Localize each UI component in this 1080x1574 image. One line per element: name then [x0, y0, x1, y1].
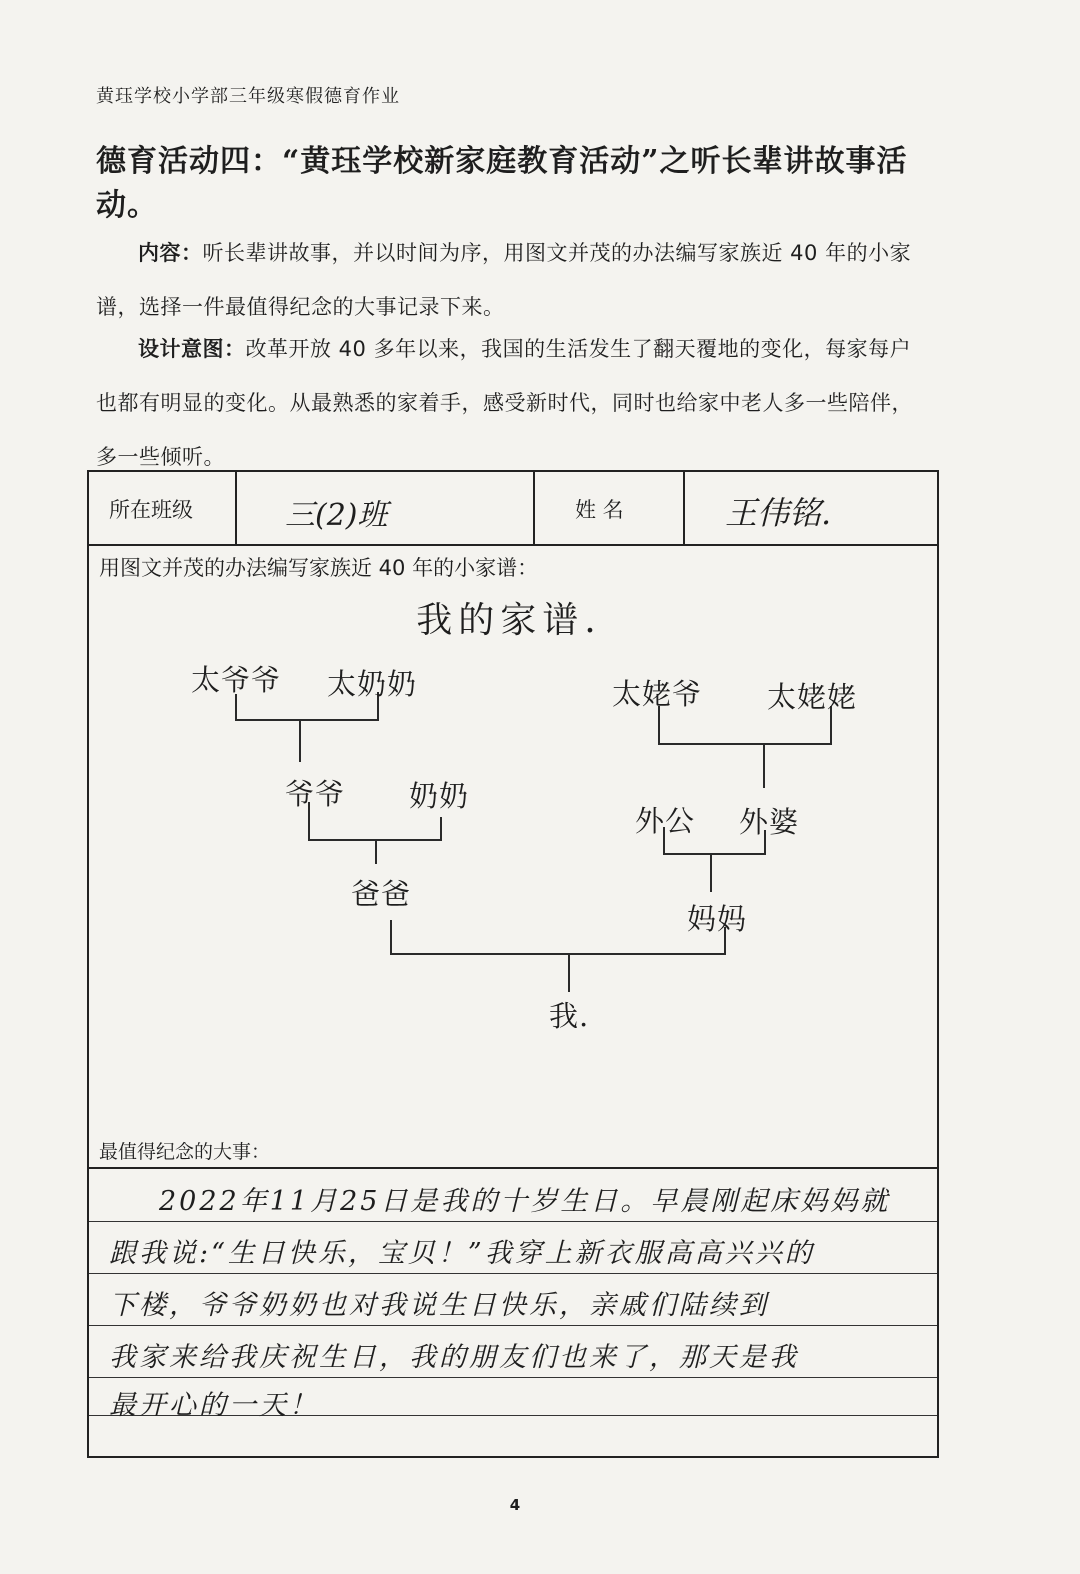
- maternal-grandmother: 外婆: [739, 805, 800, 839]
- great-grandfather-paternal: 太爷爷: [191, 663, 282, 697]
- content-label: 内容：: [138, 241, 203, 265]
- family-tree-lines: [89, 472, 937, 1132]
- family-tree-title: 我的家谱.: [416, 600, 602, 641]
- writing-line: [89, 1377, 937, 1378]
- event-label: 最值得纪念的大事：: [99, 1141, 271, 1163]
- story-line-5: 最开心的一天！: [109, 1390, 319, 1421]
- page-header: 黄珏学校小学部三年级寒假德育作业: [96, 86, 400, 107]
- story-line-4: 我家来给我庆祝生日，我的朋友们也来了，那天是我: [109, 1342, 799, 1373]
- parents-link: [391, 920, 725, 954]
- activity-title: 德育活动四：“黄珏学校新家庭教育活动”之听长辈讲故事活动。: [96, 144, 908, 223]
- me: 我.: [549, 999, 590, 1033]
- maternal-grandfather: 外公: [635, 804, 696, 838]
- homework-form: [87, 470, 939, 1458]
- class-label: 所在班级: [109, 498, 193, 522]
- design-paragraph: [96, 322, 931, 484]
- content-paragraph: [96, 226, 931, 334]
- design-text: 改革开放 40 多年以来，我国的生活发生了翻天覆地的变化，每家每户也都有明显的变化。从最熟悉的家着手，感受新时代，同时也给家中老人多一些陪伴，多一些倾听。: [96, 337, 913, 469]
- great-grandmother-maternal: 太姥姥: [767, 680, 858, 714]
- mother: 妈妈: [687, 902, 748, 936]
- writing-line: [89, 1325, 937, 1326]
- great-grandfather-maternal: 太姥爷: [612, 677, 703, 711]
- writing-lines: [89, 1169, 937, 1458]
- story-line-3: 下楼，爷爷奶奶也对我说生日快乐，亲戚们陆续到: [109, 1290, 769, 1321]
- name-label: 姓 名: [575, 498, 624, 522]
- great-grandmother-paternal: 太奶奶: [327, 667, 418, 701]
- design-label: 设计意图：: [138, 337, 246, 361]
- name-value: 王伟铭.: [725, 494, 832, 532]
- content-text: 听长辈讲故事，并以时间为序，用图文并茂的办法编写家族近 40 年的小家谱，选择一件最值得纪念的大事记录下来。: [96, 241, 912, 319]
- story-line-2: 跟我说:“生日快乐，宝贝！”我穿上新衣服高高兴兴的: [109, 1238, 815, 1269]
- story-line-1: 2022年11月25日是我的十岁生日。早晨刚起床妈妈就: [159, 1186, 891, 1217]
- writing-line: [89, 1221, 937, 1222]
- page-number: 4: [509, 1496, 521, 1514]
- grandmother: 奶奶: [409, 779, 470, 813]
- writing-line: [89, 1273, 937, 1274]
- father: 爸爸: [351, 877, 412, 911]
- grandfather: 爷爷: [285, 777, 346, 811]
- class-value: 三(2)班: [285, 498, 388, 533]
- family-tree-label: 用图文并茂的办法编写家族近 40 年的小家谱：: [99, 556, 539, 580]
